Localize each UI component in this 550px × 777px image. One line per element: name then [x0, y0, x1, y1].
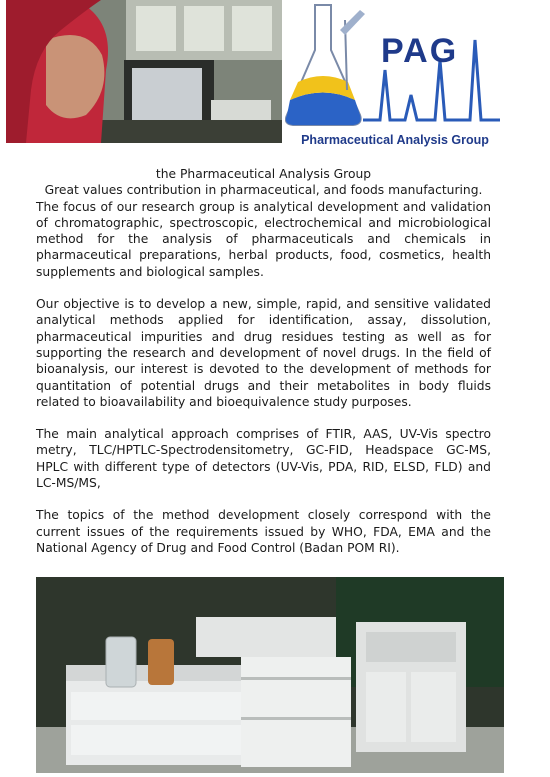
- laboratory-photo: [36, 577, 504, 773]
- paragraph-topics: The topics of the method development closely correspond with the current issues of the requirements issued by WHO, FDA, EMA and the National Agency of Drug and Food Control (Badan POM RI).: [36, 508, 491, 555]
- researcher-photo-illustration: [6, 0, 282, 143]
- pag-logo: [285, 0, 505, 152]
- article-body: [36, 166, 491, 556]
- paragraph-approach: The main analytical approach comprises of FTIR, AAS, UV-Vis spectro metry, TLC/HPTLC-Spectrodensitometry, GC-FID, Headspace GC-MS, HPLC with different type of detectors (UV-Vis, PDA, RID, ELSD, FLD) and LC-MS/MS,: [36, 427, 491, 491]
- laboratory-photo-illustration: [36, 577, 504, 773]
- logo-abbreviation: PAG: [381, 32, 459, 70]
- page-subtitle: Great values contribution in pharmaceutical, and foods manufacturing.: [44, 183, 483, 198]
- logo-name: Pharmaceutical Analysis Group: [301, 133, 489, 147]
- page-title: the Pharmaceutical Analysis Group: [155, 167, 372, 181]
- paragraph-objective: Our objective is to develop a new, simple, rapid, and sensitive validated analytical methods applied for identification, assay, dissolution, pharmaceutical impurities and drug residues testing as well as for supporting the research and development of novel drugs. In the field of bioanalysis, our interest is devoted to the development of methods for quantitation of potential drugs and their metabolites in body fluids related to bioavailability and bioequivalence study purposes.: [36, 297, 491, 409]
- paragraph-focus: The focus of our research group is analytical development and validation of chromatographic, spectroscopic, electrochemical and microbiological method for the analysis of pharmaceuticals and chemicals in pharmaceutical preparations, herbal products, food, cosmetics, health supplements and biological samples.: [36, 199, 491, 279]
- researcher-photo: [6, 0, 282, 143]
